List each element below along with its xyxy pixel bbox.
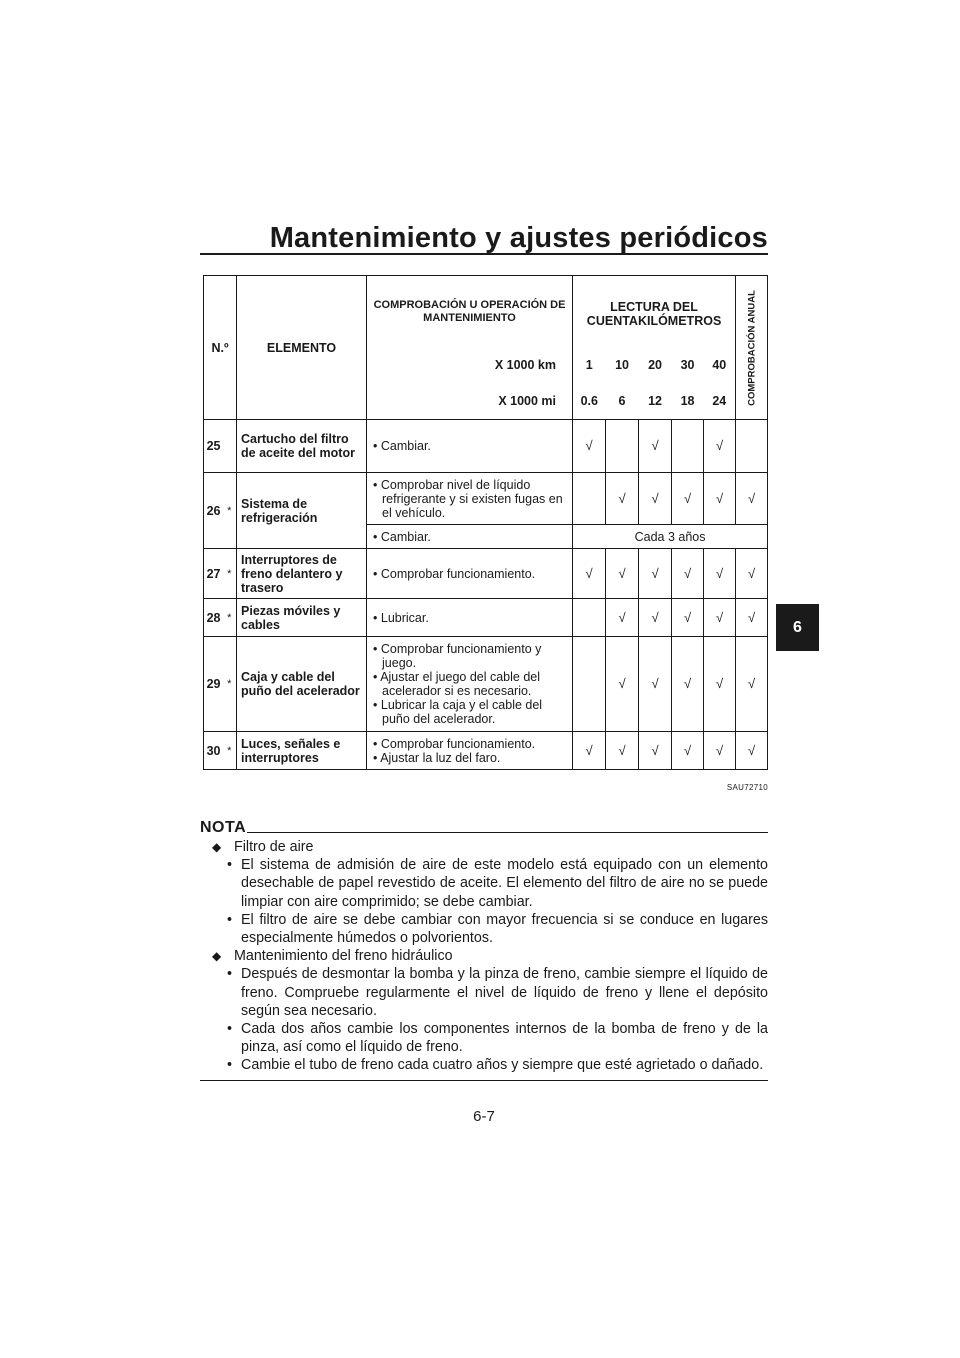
check-cell: √ <box>672 473 704 525</box>
operation-bullet: • Ajustar la luz del faro. <box>373 750 501 765</box>
check-cell: √ <box>639 637 672 732</box>
km-value: 40 <box>712 358 727 373</box>
check-cell: √ <box>704 473 736 525</box>
check-cell: √ <box>704 637 736 732</box>
check-cell: √ <box>672 599 704 637</box>
row-star: * <box>223 637 237 732</box>
check-cell: √ <box>606 599 639 637</box>
km-value: 1 <box>573 347 606 383</box>
check-cell: √ <box>736 732 768 770</box>
table-row <box>204 732 768 770</box>
row-number: 29 <box>204 637 223 732</box>
header-annual <box>736 276 768 420</box>
row-number: 27 <box>204 549 223 599</box>
row-number: 25 <box>204 420 223 473</box>
row-star <box>223 420 237 473</box>
check-cell: √ <box>704 549 736 599</box>
check-cell: √ <box>704 732 736 770</box>
mi-value: 0.6 <box>573 383 606 419</box>
check-cell: √ <box>606 549 639 599</box>
bullet-icon: • <box>227 1021 233 1038</box>
operation-bullet: • Ajustar el juego del cable del acelerador si es necesario. <box>373 670 541 698</box>
table-row <box>204 599 768 637</box>
check-cell: √ <box>639 599 672 637</box>
mi-value: 12 <box>639 383 672 419</box>
operation-bullet: • Comprobar funcionamiento. <box>373 736 536 751</box>
note-divider <box>247 832 768 833</box>
bullet-icon: • <box>227 966 233 983</box>
row-item: Caja y cable del puño del acelerador <box>237 637 367 732</box>
check-cell: √ <box>736 549 768 599</box>
row-operation <box>367 525 573 549</box>
page-number: 6-7 <box>473 1108 495 1125</box>
operation-bullet: • Comprobar nivel de líquido refrigerante y si existen fugas en el vehículo. <box>373 477 563 520</box>
table-row <box>204 637 768 732</box>
bullet-icon: • <box>227 1057 233 1074</box>
note-subitem: • El filtro de aire se debe cambiar con mayor frecuencia si se conduce en lugares especialmente húmedos o polvorientos. <box>227 911 768 947</box>
check-cell <box>573 637 606 732</box>
operation-bullet: • Cambiar. <box>373 529 431 544</box>
header-item: ELEMENTO <box>237 276 367 420</box>
check-cell: √ <box>606 637 639 732</box>
page-title: Mantenimiento y ajustes periódicos <box>269 222 768 254</box>
check-cell: √ <box>639 473 672 525</box>
row-star: * <box>223 732 237 770</box>
row-operation <box>367 420 573 473</box>
row-item: Luces, señales e interruptores <box>237 732 367 770</box>
operation-bullet: • Comprobar funcionamiento y juego. <box>373 642 542 670</box>
row-operation <box>367 473 573 525</box>
header-operation: COMPROBACIÓN U OPERACIÓN DE MANTENIMIENTO <box>367 276 573 347</box>
row-number: 28 <box>204 599 223 637</box>
check-cell: √ <box>672 549 704 599</box>
row-operation <box>367 637 573 732</box>
km-value: 10 <box>615 358 629 373</box>
diamond-bullet-icon: ◆ <box>212 949 222 964</box>
row-number: 30 <box>204 732 223 770</box>
check-cell <box>573 599 606 637</box>
header-odometer: LECTURA DEL CUENTAKILÓMETROS <box>573 276 736 347</box>
note-heading: NOTA <box>200 819 247 836</box>
header-no: N.º <box>204 276 237 420</box>
check-cell: √ <box>704 420 736 473</box>
row-item: Cartucho del filtro de aceite del motor <box>237 420 367 473</box>
row-star: * <box>223 473 237 549</box>
check-cell: √ <box>573 420 606 473</box>
operation-bullet: • Lubricar. <box>373 610 429 625</box>
check-cell: √ <box>672 637 704 732</box>
check-cell <box>606 420 639 473</box>
check-cell: √ <box>639 732 672 770</box>
row-item: Piezas móviles y cables <box>237 599 367 637</box>
row-number: 26 <box>204 473 223 549</box>
unit-km: X 1000 km <box>367 347 573 383</box>
title-divider <box>200 253 768 255</box>
chapter-tab: 6 <box>776 604 819 651</box>
diamond-bullet-icon: ◆ <box>212 840 222 854</box>
bullet-icon: • <box>227 857 233 874</box>
maintenance-table <box>203 275 768 770</box>
row-item: Interruptores de freno delantero y trasero <box>237 549 367 599</box>
mi-value: 24 <box>704 383 736 419</box>
check-cell: √ <box>639 420 672 473</box>
check-cell <box>573 473 606 525</box>
check-cell: √ <box>736 637 768 732</box>
operation-bullet: • Lubricar la caja y el cable del puño del acelerador. <box>373 698 543 726</box>
unit-mi: X 1000 mi <box>367 383 573 419</box>
check-cell: √ <box>704 599 736 637</box>
row-operation <box>367 599 573 637</box>
row-star: * <box>223 599 237 637</box>
note-subitem: • Cada dos años cambie los componentes internos de la bomba de freno y de la pinza, así como el líquido de freno. <box>227 1021 768 1056</box>
check-cell: √ <box>573 549 606 599</box>
interval-text: Cada 3 años <box>573 525 768 549</box>
km-value: 20 <box>648 358 662 373</box>
row-operation <box>367 732 573 770</box>
check-cell: √ <box>573 732 606 770</box>
header-annual-text: COMPROBACIÓN ANUAL <box>746 289 758 406</box>
note-subitem: • El sistema de admisión de aire de este modelo está equipado con un elemento desechable de papel revestido de aceite. El elemento del filtro de aire no se puede limpiar con aire comprimido; se debe cambiar. <box>227 857 768 910</box>
check-cell: √ <box>672 732 704 770</box>
table-row <box>204 473 768 525</box>
check-cell: √ <box>606 732 639 770</box>
note-body <box>200 838 768 1075</box>
table-row <box>204 420 768 473</box>
km-value: 30 <box>680 358 695 373</box>
check-cell <box>672 420 704 473</box>
operation-bullet: • Cambiar. <box>373 439 431 453</box>
row-operation <box>367 549 573 599</box>
check-cell <box>736 420 768 473</box>
check-cell: √ <box>736 599 768 637</box>
operation-bullet: • Comprobar funcionamiento. <box>373 566 536 581</box>
note-subitem: • Después de desmontar la bomba y la pinza de freno, cambie siempre el líquido de freno. Compruebe regularmente el nivel de líquido de freno y llene el depósito según sea necesario. <box>227 966 768 1019</box>
mi-value: 6 <box>606 383 639 419</box>
check-cell: √ <box>639 549 672 599</box>
check-cell: √ <box>606 473 639 525</box>
mi-value: 18 <box>672 383 704 419</box>
check-cell: √ <box>736 473 768 525</box>
note-item: ◆ Filtro de aire <box>212 839 314 855</box>
footer-divider <box>200 1080 768 1081</box>
row-star: * <box>223 549 237 599</box>
note-item: ◆ Mantenimiento del freno hidráulico <box>212 948 453 965</box>
bullet-icon: • <box>227 911 233 928</box>
note-subitem: • Cambie el tubo de freno cada cuatro años y siempre que esté agrietado o dañado. <box>227 1057 764 1074</box>
row-item: Sistema de refrigeración <box>237 473 367 549</box>
table-row <box>204 549 768 599</box>
reference-code: SAU72710 <box>726 783 768 792</box>
